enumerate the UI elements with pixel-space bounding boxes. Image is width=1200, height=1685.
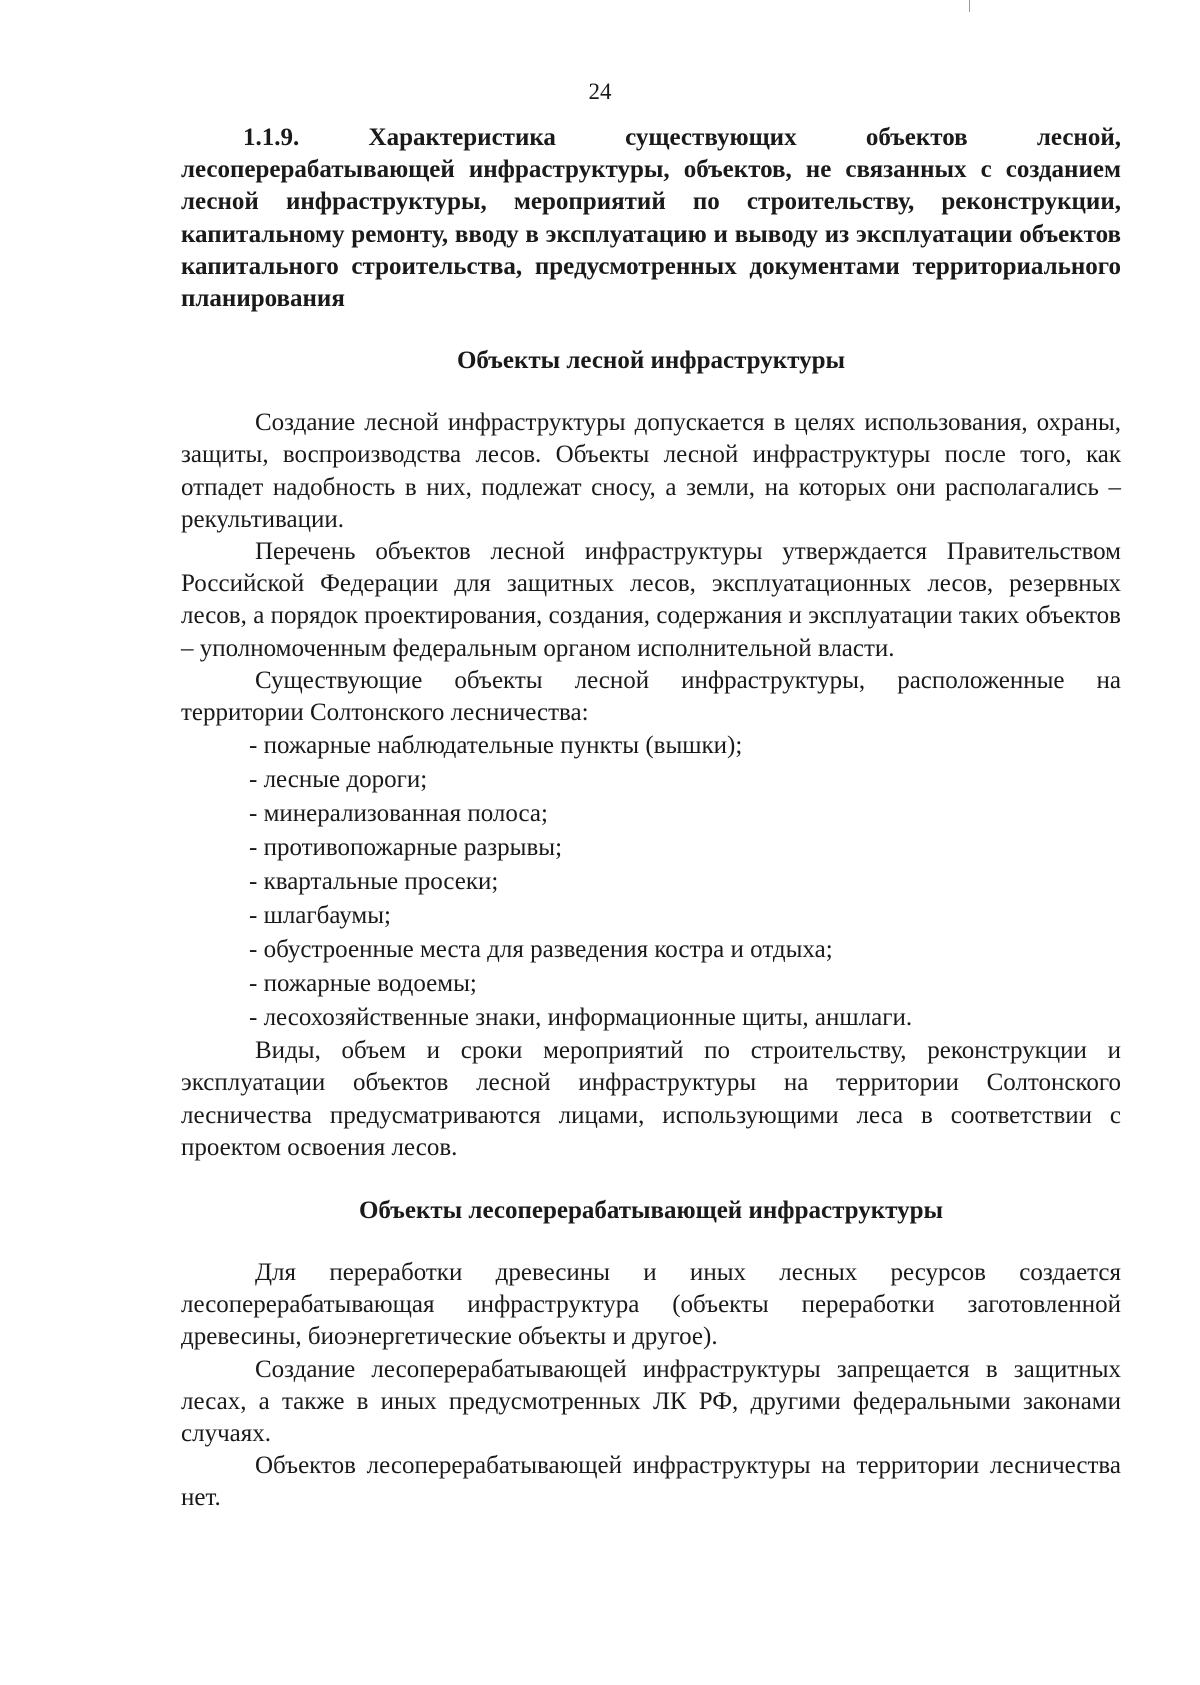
paragraph: Виды, объем и сроки мероприятий по строительству, реконструкции и эксплуатации объектов лесной инфраструктуры на территории Солтонского лесничества предусматриваются лицами, использующими леса в соответствии с проектом освоения лесов. <box>181 1037 1121 1161</box>
list-item: - пожарные наблюдательные пункты (вышки); <box>249 732 743 760</box>
subheading-processing-infrastructure: Объекты лесоперерабатывающей инфраструктуры <box>358 1197 944 1225</box>
page-number: 24 <box>588 79 612 104</box>
list-item: - лесохозяйственные знаки, информационные щиты, аншлаги. <box>249 1004 913 1032</box>
page-content <box>181 122 1121 1515</box>
section-heading <box>181 122 1121 315</box>
section-heading-text: Характеристика существующих объектов лесной, лесоперерабатывающей инфраструктуры, объектов, не связанных с созданием лесной инфраструктуры, мероприятий по строительству, реконструкции, капитальному ремонту, вводу в эксплуатацию и выводу из эксплуатации объектов капитального строительства, предусмотренных документами территориального планирования <box>181 124 1121 313</box>
scan-mark <box>969 0 970 12</box>
list-item: - противопожарные разрывы; <box>249 834 563 862</box>
paragraph: Перечень объектов лесной инфраструктуры утверждается Правительством Российской Федерации для защитных лесов, эксплуатационных лесов, резервных лесов, а порядок проектирования, создания, содержания и эксплуатации таких объектов – уполномоченным федеральным органом исполнительной власти. <box>181 538 1121 662</box>
paragraph: Создание лесной инфраструктуры допускается в целях использования, охраны, защиты, воспроизводства лесов. Объекты лесной инфраструктуры после того, как отпадет надобность в них, подлежат сносу, а земли, на которых они располагались – рекультивации. <box>181 409 1121 533</box>
list-item: - лесные дороги; <box>249 766 428 794</box>
paragraph: Для переработки древесины и иных лесных ресурсов создается лесоперерабатывающая инфраструктура (объекты переработки заготовленной древесины, биоэнергетические объекты и другое). <box>181 1259 1121 1351</box>
paragraph: Существующие объекты лесной инфраструктуры, расположенные на территории Солтонского лесничества: <box>181 666 1121 727</box>
section-number: 1.1.9. <box>243 124 300 151</box>
list-item: - обустроенные места для разведения костра и отдыха; <box>249 936 833 964</box>
list-item: - пожарные водоемы; <box>249 970 477 998</box>
paragraph: Создание лесоперерабатывающей инфраструктуры запрещается в защитных лесах, а также в иных предусмотренных ЛК РФ, другими федеральными законами случаях. <box>181 1355 1121 1448</box>
paragraph: Объектов лесоперерабатывающей инфраструктуры на территории лесничества нет. <box>181 1452 1121 1512</box>
infrastructure-list <box>181 729 1121 1035</box>
list-item: - шлагбаумы; <box>249 902 391 930</box>
list-item: - квартальные просеки; <box>249 868 499 896</box>
subheading-forest-infrastructure: Объекты лесной инфраструктуры <box>456 347 846 375</box>
list-item: - минерализованная полоса; <box>249 800 548 828</box>
